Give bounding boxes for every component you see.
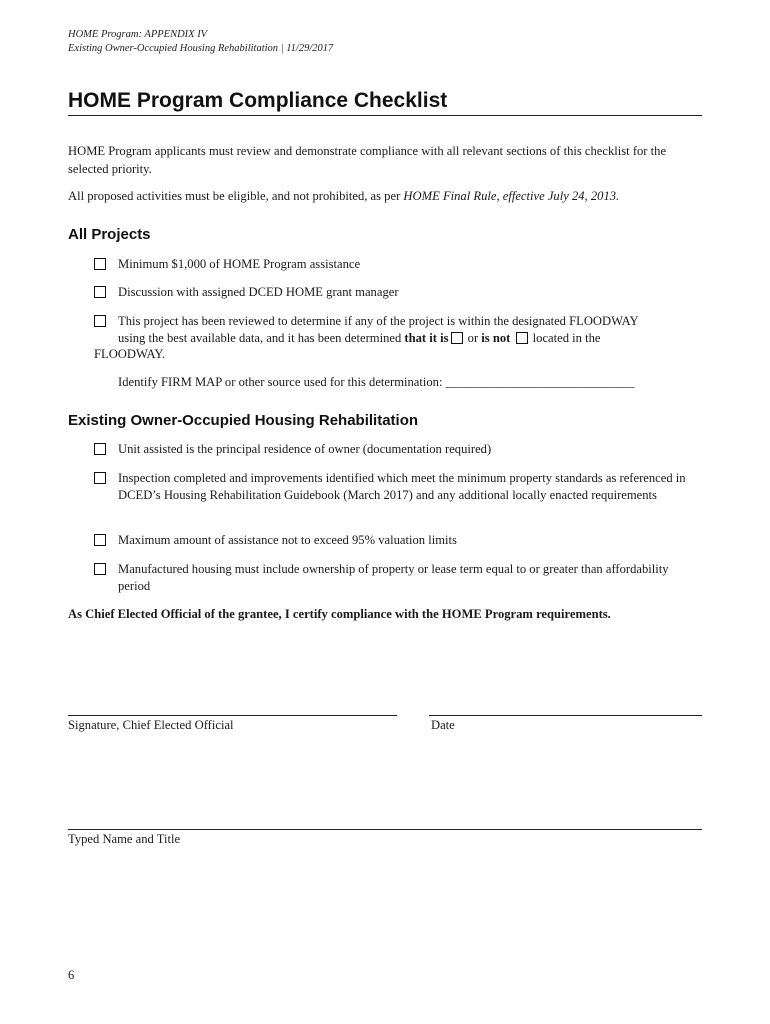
checkbox-principal-residence[interactable] [94,443,106,455]
checklist-item-label: Minimum $1,000 of HOME Program assistance [118,257,361,271]
checklist-item-label: This project has been reviewed to determine if any of the project is within the designated FLOODWAY [118,314,639,328]
floodway-text: using the best available data, and it has been determined [118,331,405,345]
header-appendix: HOME Program: APPENDIX IV [68,29,208,40]
floodway-continuation: FLOODWAY. [94,347,166,361]
checkbox-inspection[interactable] [94,472,106,484]
checklist-item-label: Maximum amount of assistance not to exceed 95% valuation limits [118,533,457,547]
section-heading-all-projects: All Projects [68,226,151,243]
date-line[interactable] [429,715,702,716]
checklist-item-label: Unit assisted is the principal residence of owner (documentation required) [118,442,492,456]
page-title: HOME Program Compliance Checklist [68,88,702,116]
signature-label: Signature, Chief Elected Official [68,718,234,732]
checklist-item-label: Inspection completed and improvements identified which meet the minimum property standards as referenced in DCED’s Housing Rehabilitation Guidebook (March 2017) and any additional locally enacted requirements [118,471,686,502]
floodway-determination-line [118,330,702,347]
final-rule-reference: HOME Final Rule, effective July 24, 2013. [403,189,620,203]
or-label: or [464,331,482,345]
checkbox-is-not-in-floodway[interactable] [516,332,528,344]
date-label: Date [431,718,455,732]
intro-paragraph: HOME Program applicants must review and demonstrate compliance with all relevant sections of this checklist for the selected priority. [68,144,667,176]
signature-line[interactable] [68,715,397,716]
certification-statement: As Chief Elected Official of the grantee, I certify compliance with the HOME Program requirements. [68,607,611,621]
checkbox-floodway-review[interactable] [94,315,106,327]
typed-name-line[interactable] [68,829,702,830]
firm-map-field[interactable]: Identify FIRM MAP or other source used for this determination: ______________________________ [118,375,635,389]
checkbox-is-in-floodway[interactable] [451,332,463,344]
checklist-item-label: Discussion with assigned DCED HOME grant manager [118,285,399,299]
page-number: 6 [68,968,75,982]
checklist-item-label: Manufactured housing must include ownership of property or lease term equal to or greater than affordability period [118,562,669,593]
checkbox-grant-manager[interactable] [94,286,106,298]
typed-name-label: Typed Name and Title [68,832,181,846]
that-it-is-label: that it is [404,331,449,345]
section-heading-rehabilitation: Existing Owner-Occupied Housing Rehabilitation [68,412,419,429]
checkbox-manufactured-housing[interactable] [94,563,106,575]
located-label: located in the [529,331,601,345]
intro-rule-text: All proposed activities must be eligible, and not prohibited, as per [68,189,404,203]
intro-paragraph-rule [68,187,702,205]
header-subtitle: Existing Owner-Occupied Housing Rehabilitation | 11/29/2017 [68,43,334,54]
checkbox-minimum-assistance[interactable] [94,258,106,270]
is-not-label: is not [481,331,511,345]
checkbox-maximum-assistance[interactable] [94,534,106,546]
